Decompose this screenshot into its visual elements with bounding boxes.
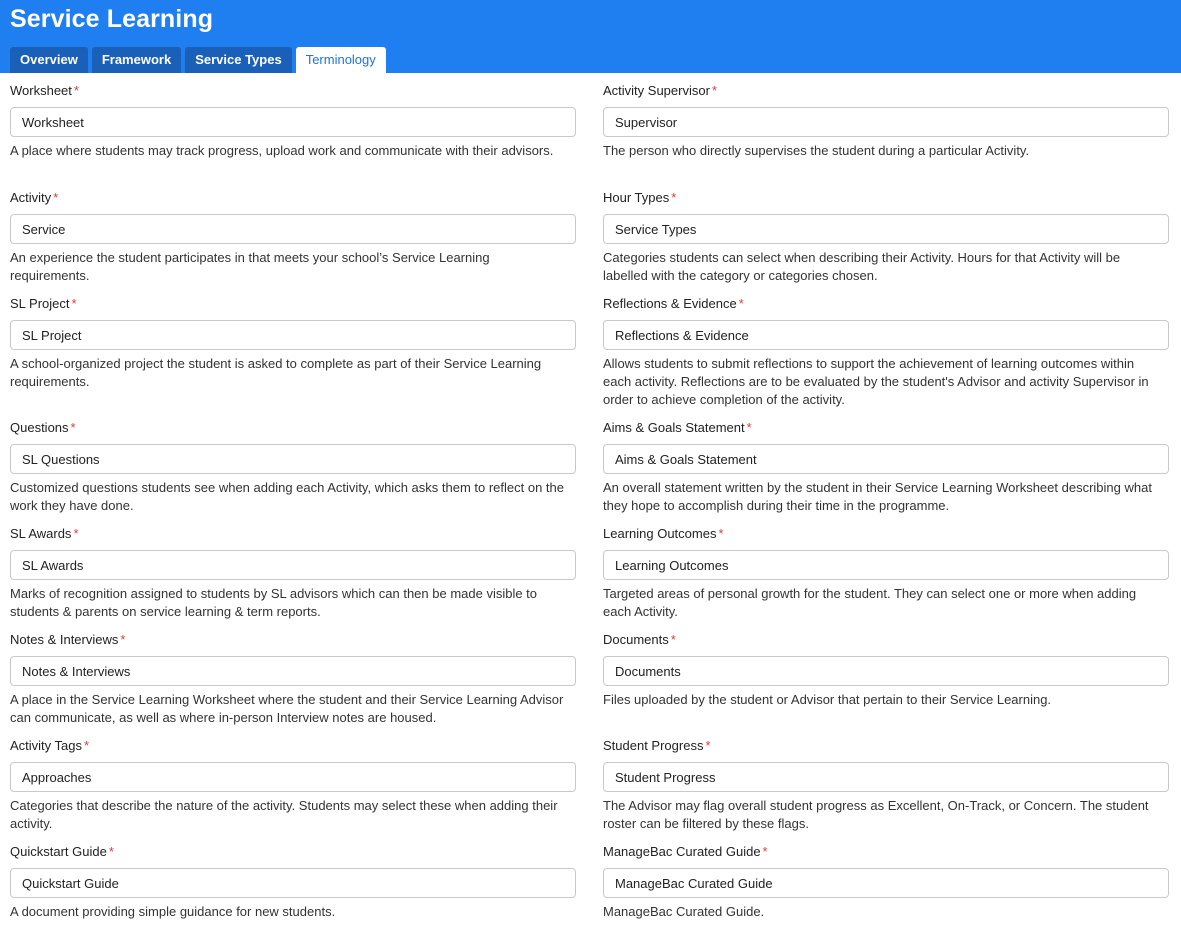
required-marker: *: [711, 83, 717, 98]
field-label: Activity Tags *: [10, 738, 90, 753]
field-activity-tags: [10, 737, 576, 833]
field-label: Reflections & Evidence *: [603, 296, 744, 311]
field-documents: [603, 631, 1169, 709]
hour-types-input[interactable]: [603, 214, 1169, 244]
required-marker: *: [108, 844, 114, 859]
quickstart-guide-input[interactable]: [10, 868, 576, 898]
field-managebac-curated-guide: [603, 843, 1169, 921]
required-marker: *: [70, 420, 76, 435]
field-label: Worksheet *: [10, 83, 79, 98]
field-description: Allows students to submit reflections to support the achievement of learning outcomes within each activity. Reflections are to be evaluated by the student's Advisor and activity Supervisor in order to achieve completion of the activity.: [603, 356, 1149, 407]
required-marker: *: [73, 526, 79, 541]
field-label: Documents *: [603, 632, 676, 647]
required-marker: *: [120, 632, 126, 647]
field-aims-goals-statement: [603, 419, 1169, 515]
managebac-guide-input[interactable]: [603, 868, 1169, 898]
field-sl-project: [10, 295, 576, 391]
required-marker: *: [738, 296, 744, 311]
required-marker: *: [705, 738, 711, 753]
field-description: Files uploaded by the student or Advisor that pertain to their Service Learning.: [603, 692, 1052, 707]
learning-outcomes-input[interactable]: [603, 550, 1169, 580]
required-marker: *: [71, 296, 77, 311]
field-label: ManageBac Curated Guide *: [603, 844, 768, 859]
field-description: Customized questions students see when adding each Activity, which asks them to reflect on the work they have done.: [10, 480, 565, 513]
field-description: An overall statement written by the student in their Service Learning Worksheet describing what they hope to accomplish during their time in the programme.: [603, 480, 1152, 513]
required-marker: *: [718, 526, 724, 541]
tab-overview[interactable]: Overview: [10, 47, 88, 73]
field-label: SL Project *: [10, 296, 77, 311]
field-label: Hour Types *: [603, 190, 677, 205]
tab-bar: [10, 47, 386, 73]
required-marker: *: [670, 632, 676, 647]
field-description: Categories that describe the nature of the activity. Students may select these when adding their activity.: [10, 798, 558, 831]
field-description: A school-organized project the student is asked to complete as part of their Service Learning requirements.: [10, 356, 542, 389]
field-sl-awards: [10, 525, 576, 621]
required-marker: *: [53, 190, 59, 205]
aims-goals-input[interactable]: [603, 444, 1169, 474]
student-progress-input[interactable]: [603, 762, 1169, 792]
tab-service-types[interactable]: Service Types: [185, 47, 291, 73]
field-learning-outcomes: [603, 525, 1169, 621]
tab-framework[interactable]: Framework: [92, 47, 181, 73]
field-questions: [10, 419, 576, 515]
field-label: Aims & Goals Statement *: [603, 420, 752, 435]
field-student-progress: [603, 737, 1169, 833]
field-description: ManageBac Curated Guide.: [603, 904, 765, 919]
sl-project-input[interactable]: [10, 320, 576, 350]
field-description: A place in the Service Learning Worksheet where the student and their Service Learning Advisor can communicate, as well as where in-person Interview notes are housed.: [10, 692, 564, 725]
field-notes-interviews: [10, 631, 576, 727]
page-title: Service Learning: [10, 5, 214, 33]
required-marker: *: [73, 83, 79, 98]
field-description: Targeted areas of personal growth for the student. They can select one or more when adding each Activity.: [603, 586, 1137, 619]
required-marker: *: [84, 738, 90, 753]
field-quickstart-guide: [10, 843, 576, 921]
documents-input[interactable]: [603, 656, 1169, 686]
field-description: The person who directly supervises the student during a particular Activity.: [603, 143, 1030, 158]
field-reflections-evidence: [603, 295, 1169, 409]
field-label: Learning Outcomes *: [603, 526, 724, 541]
app-header: [0, 0, 1181, 73]
required-marker: *: [671, 190, 677, 205]
questions-input[interactable]: [10, 444, 576, 474]
activity-tags-input[interactable]: [10, 762, 576, 792]
field-hour-types: [603, 189, 1169, 285]
field-activity-supervisor: [603, 82, 1169, 160]
field-label: Student Progress *: [603, 738, 711, 753]
required-marker: *: [762, 844, 768, 859]
field-activity: [10, 189, 576, 285]
activity-input[interactable]: [10, 214, 576, 244]
field-label: Questions *: [10, 420, 76, 435]
activity-supervisor-input[interactable]: [603, 107, 1169, 137]
field-description: An experience the student participates in that meets your school’s Service Learning requirements.: [10, 250, 490, 283]
field-description: Categories students can select when describing their Activity. Hours for that Activity will be labelled with the category or categories chosen.: [603, 250, 1121, 283]
field-description: A place where students may track progress, upload work and communicate with their advisors.: [10, 143, 554, 158]
field-label: Activity *: [10, 190, 59, 205]
required-marker: *: [746, 420, 752, 435]
field-description: A document providing simple guidance for new students.: [10, 904, 336, 919]
reflections-evidence-input[interactable]: [603, 320, 1169, 350]
field-label: Notes & Interviews *: [10, 632, 126, 647]
field-description: Marks of recognition assigned to students by SL advisors which can then be made visible to students & parents on service learning & term reports.: [10, 586, 538, 619]
field-label: Activity Supervisor *: [603, 83, 717, 98]
notes-interviews-input[interactable]: [10, 656, 576, 686]
field-description: The Advisor may flag overall student progress as Excellent, On-Track, or Concern. The student roster can be filtered by these flags.: [603, 798, 1149, 831]
worksheet-input[interactable]: [10, 107, 576, 137]
field-worksheet: [10, 82, 576, 160]
field-label: SL Awards *: [10, 526, 79, 541]
sl-awards-input[interactable]: [10, 550, 576, 580]
tab-terminology[interactable]: Terminology: [296, 47, 386, 73]
field-label: Quickstart Guide *: [10, 844, 114, 859]
